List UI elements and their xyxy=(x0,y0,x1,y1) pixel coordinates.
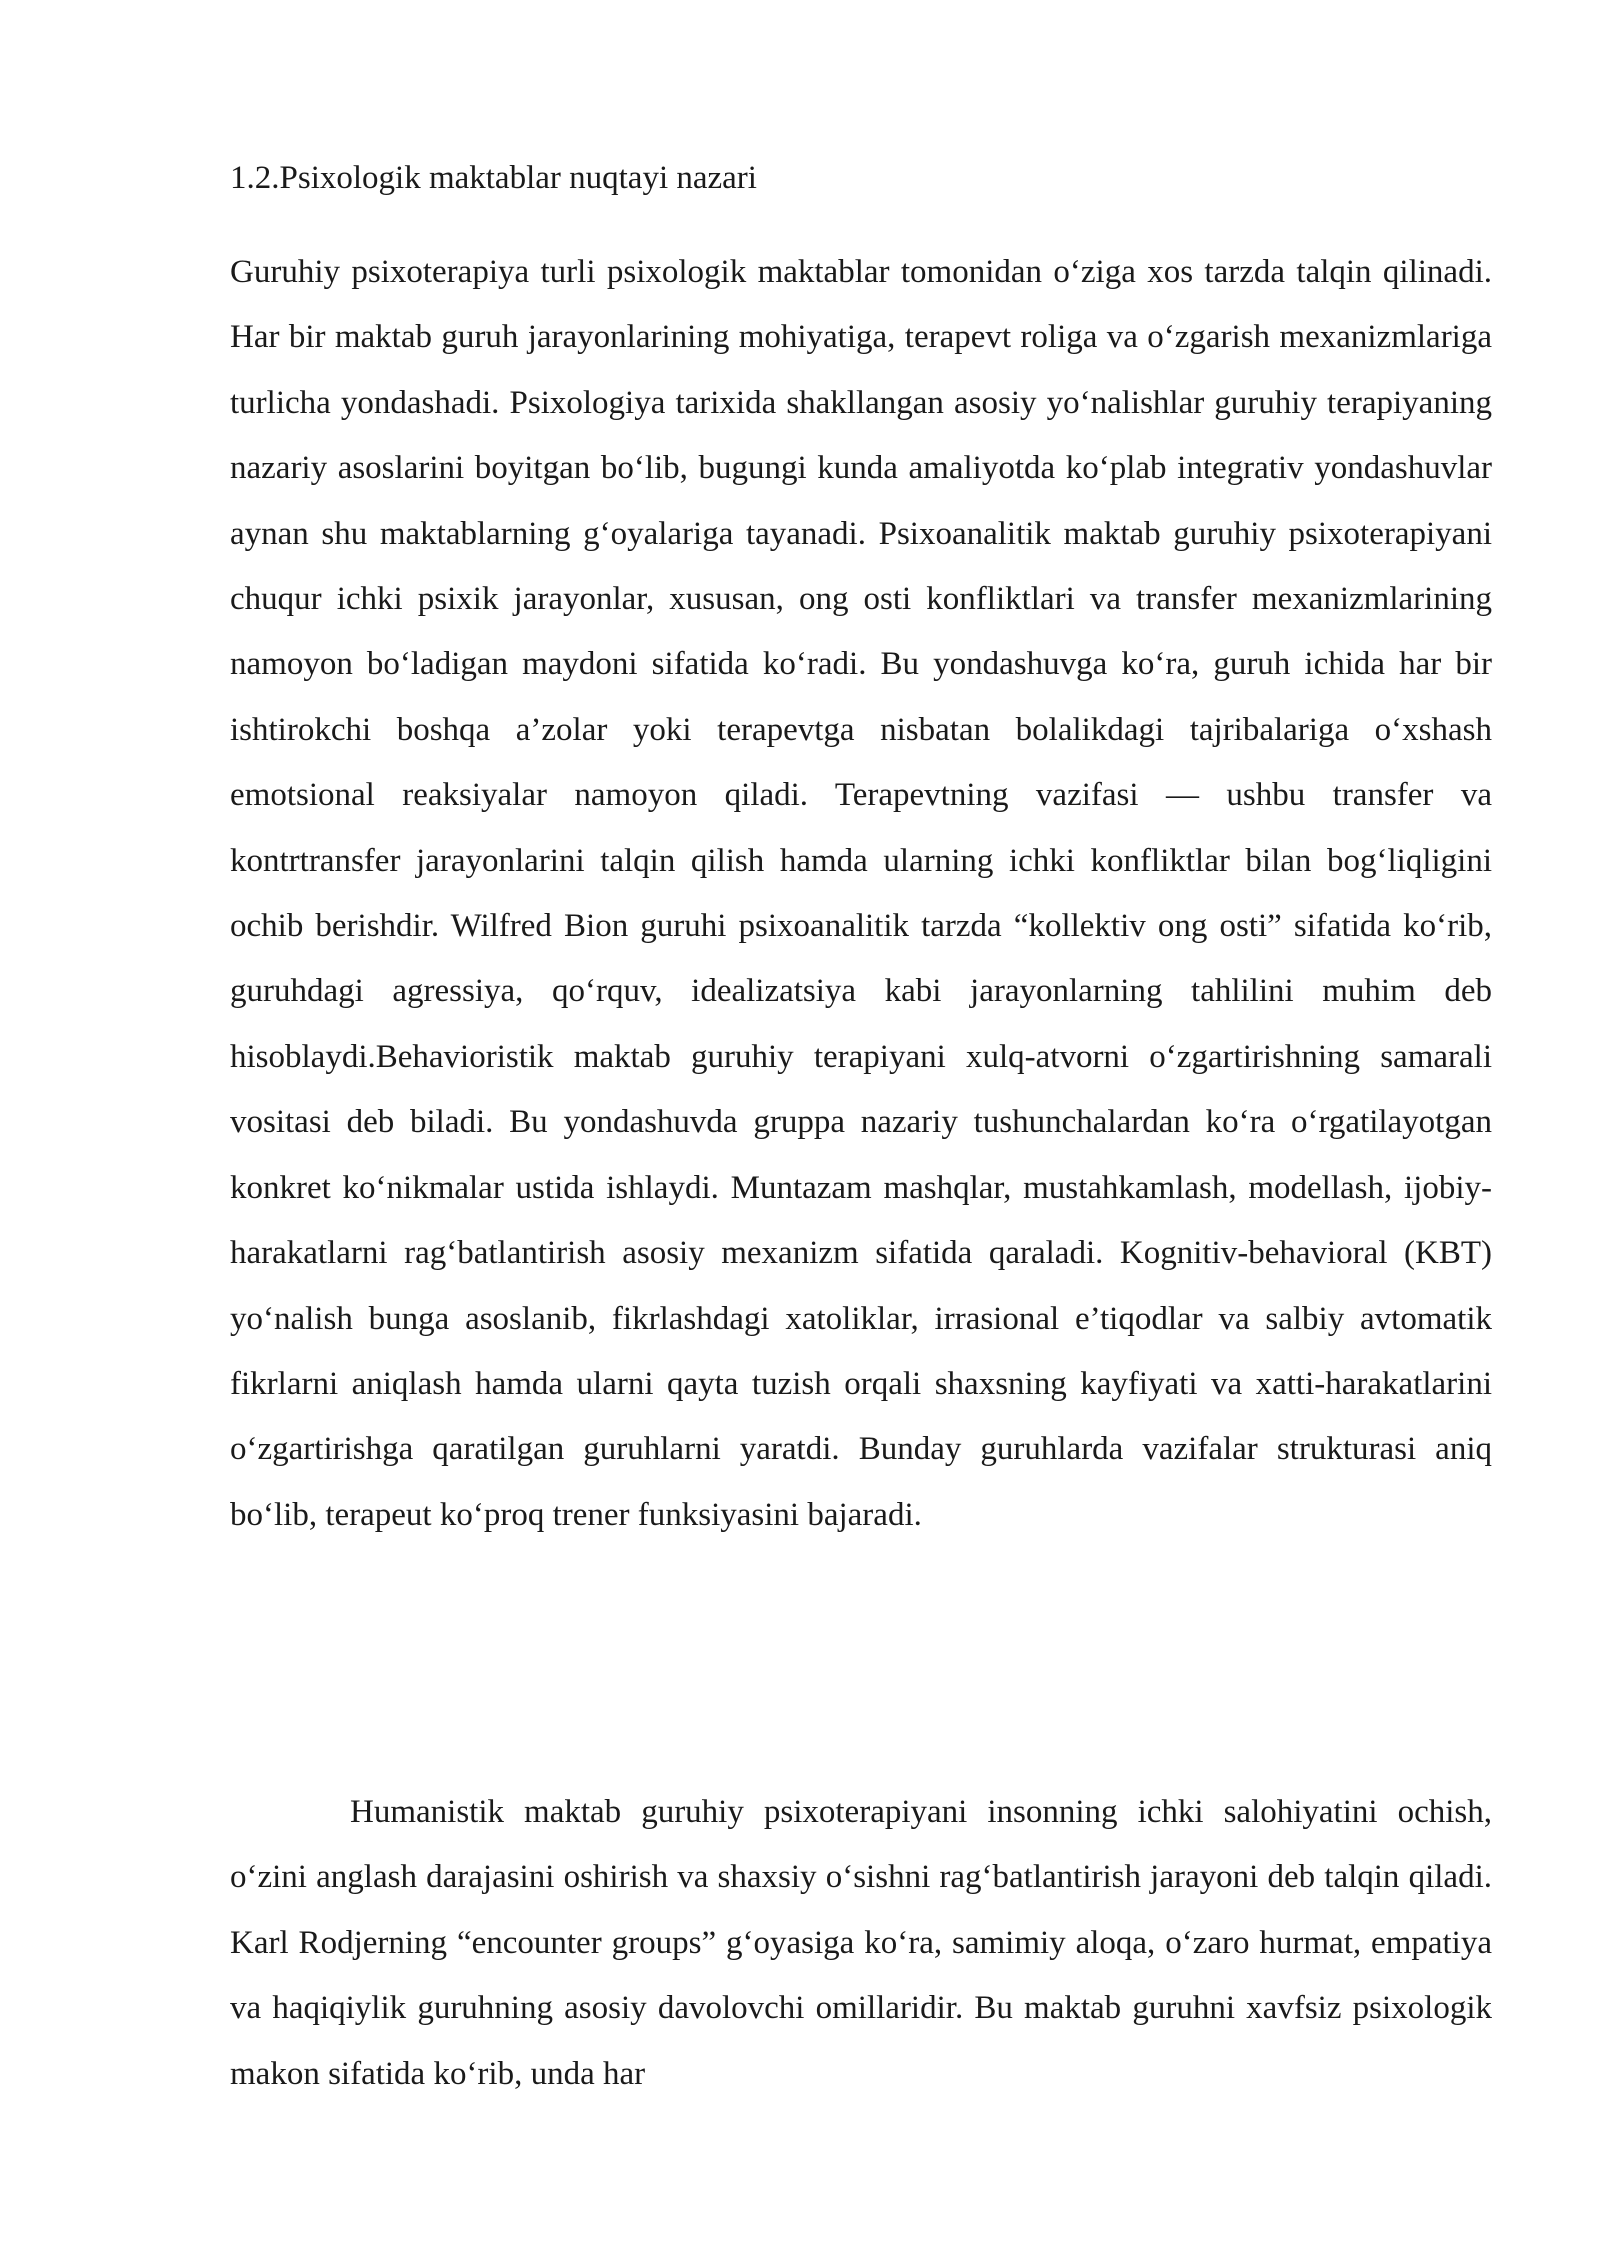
section-heading: 1.2.Psixologik maktablar nuqtayi nazari xyxy=(230,160,757,196)
paragraph-schools-overview: Guruhiy psixoterapiya turli psixologik maktablar tomonidan o‘ziga xos tarzda talqin qilinadi. Har bir maktab guruh jarayonlarining mohiyatiga, terapevt roliga va o‘zgarish mexanizmlariga turlicha yondashadi. Psixologiya tarixida shakllangan asosiy yo‘nalishlar guruhiy terapiyaning nazariy asoslarini boyitgan bo‘lib, bugungi kunda amaliyotda ko‘plab integrativ yondashuvlar aynan shu maktablarning g‘oyalariga tayanadi. Psixoanalitik maktab guruhiy psixoterapiyani chuqur ichki psixik jarayonlar, xususan, ong osti konfliktlari va transfer mexanizmlarining namoyon bo‘ladigan maydoni sifatida ko‘radi. Bu yondashuvga ko‘ra, guruh ichida har bir ishtirokchi boshqa a’zolar yoki terapevtga nisbatan bolalikdagi tajribalariga o‘xshash emotsional reaksiyalar namoyon qiladi. Terapevtning vazifasi — ushbu transfer va kontrtransfer jarayonlarini talqin qilish hamda ularning ichki konfliktlar bilan bog‘liqligini ochib berishdir. Wilfred Bion guruhi psixoanalitik tarzda “kollektiv ong osti” sifatida ko‘rib, guruhdagi agressiya, qo‘rquv, idealizatsiya kabi jarayonlarning tahlilini muhim deb hisoblaydi.Behavioristik maktab guruhiy terapiyani xulq-atvorni o‘zgartirishning samarali vositasi deb biladi. Bu yondashuvda gruppa nazariy tushunchalardan ko‘ra o‘rgatilayotgan konkret ko‘nikmalar ustida ishlaydi. Muntazam mashqlar, mustahkamlash, modellash, ijobiy-harakatlarni rag‘batlantirish asosiy mexanizm sifatida qaraladi. Kognitiv-behavioral (KBT) yo‘nalish bunga asoslanib, fikrlashdagi xatoliklar, irrasional e’tiqodlar va salbiy avtomatik fikrlarni aniqlash hamda ularni qayta tuzish orqali shaxsning kayfiyati va xatti-harakatlarini o‘zgartirishga qaratilgan guruhlarni yaratdi. Bunday guruhlarda vazifalar strukturasi aniq bo‘lib, terapeut ko‘proq trener funksiyasini bajaradi. xyxy=(230,254,1492,1533)
paragraph-humanistic-school: Humanistik maktab guruhiy psixoterapiyani insonning ichki salohiyatini ochish, o‘zini anglash darajasini oshirish va shaxsiy o‘sishni rag‘batlantirish jarayoni deb talqin qiladi. Karl Rodjerning “encounter groups” g‘oyasiga ko‘ra, samimiy aloqa, o‘zaro hurmat, empatiya va haqiqiylik guruhning asosiy davolovchi omillaridir. Bu maktab guruhni xavfsiz psixologik makon sifatida ko‘rib, unda har xyxy=(230,1794,1492,2092)
